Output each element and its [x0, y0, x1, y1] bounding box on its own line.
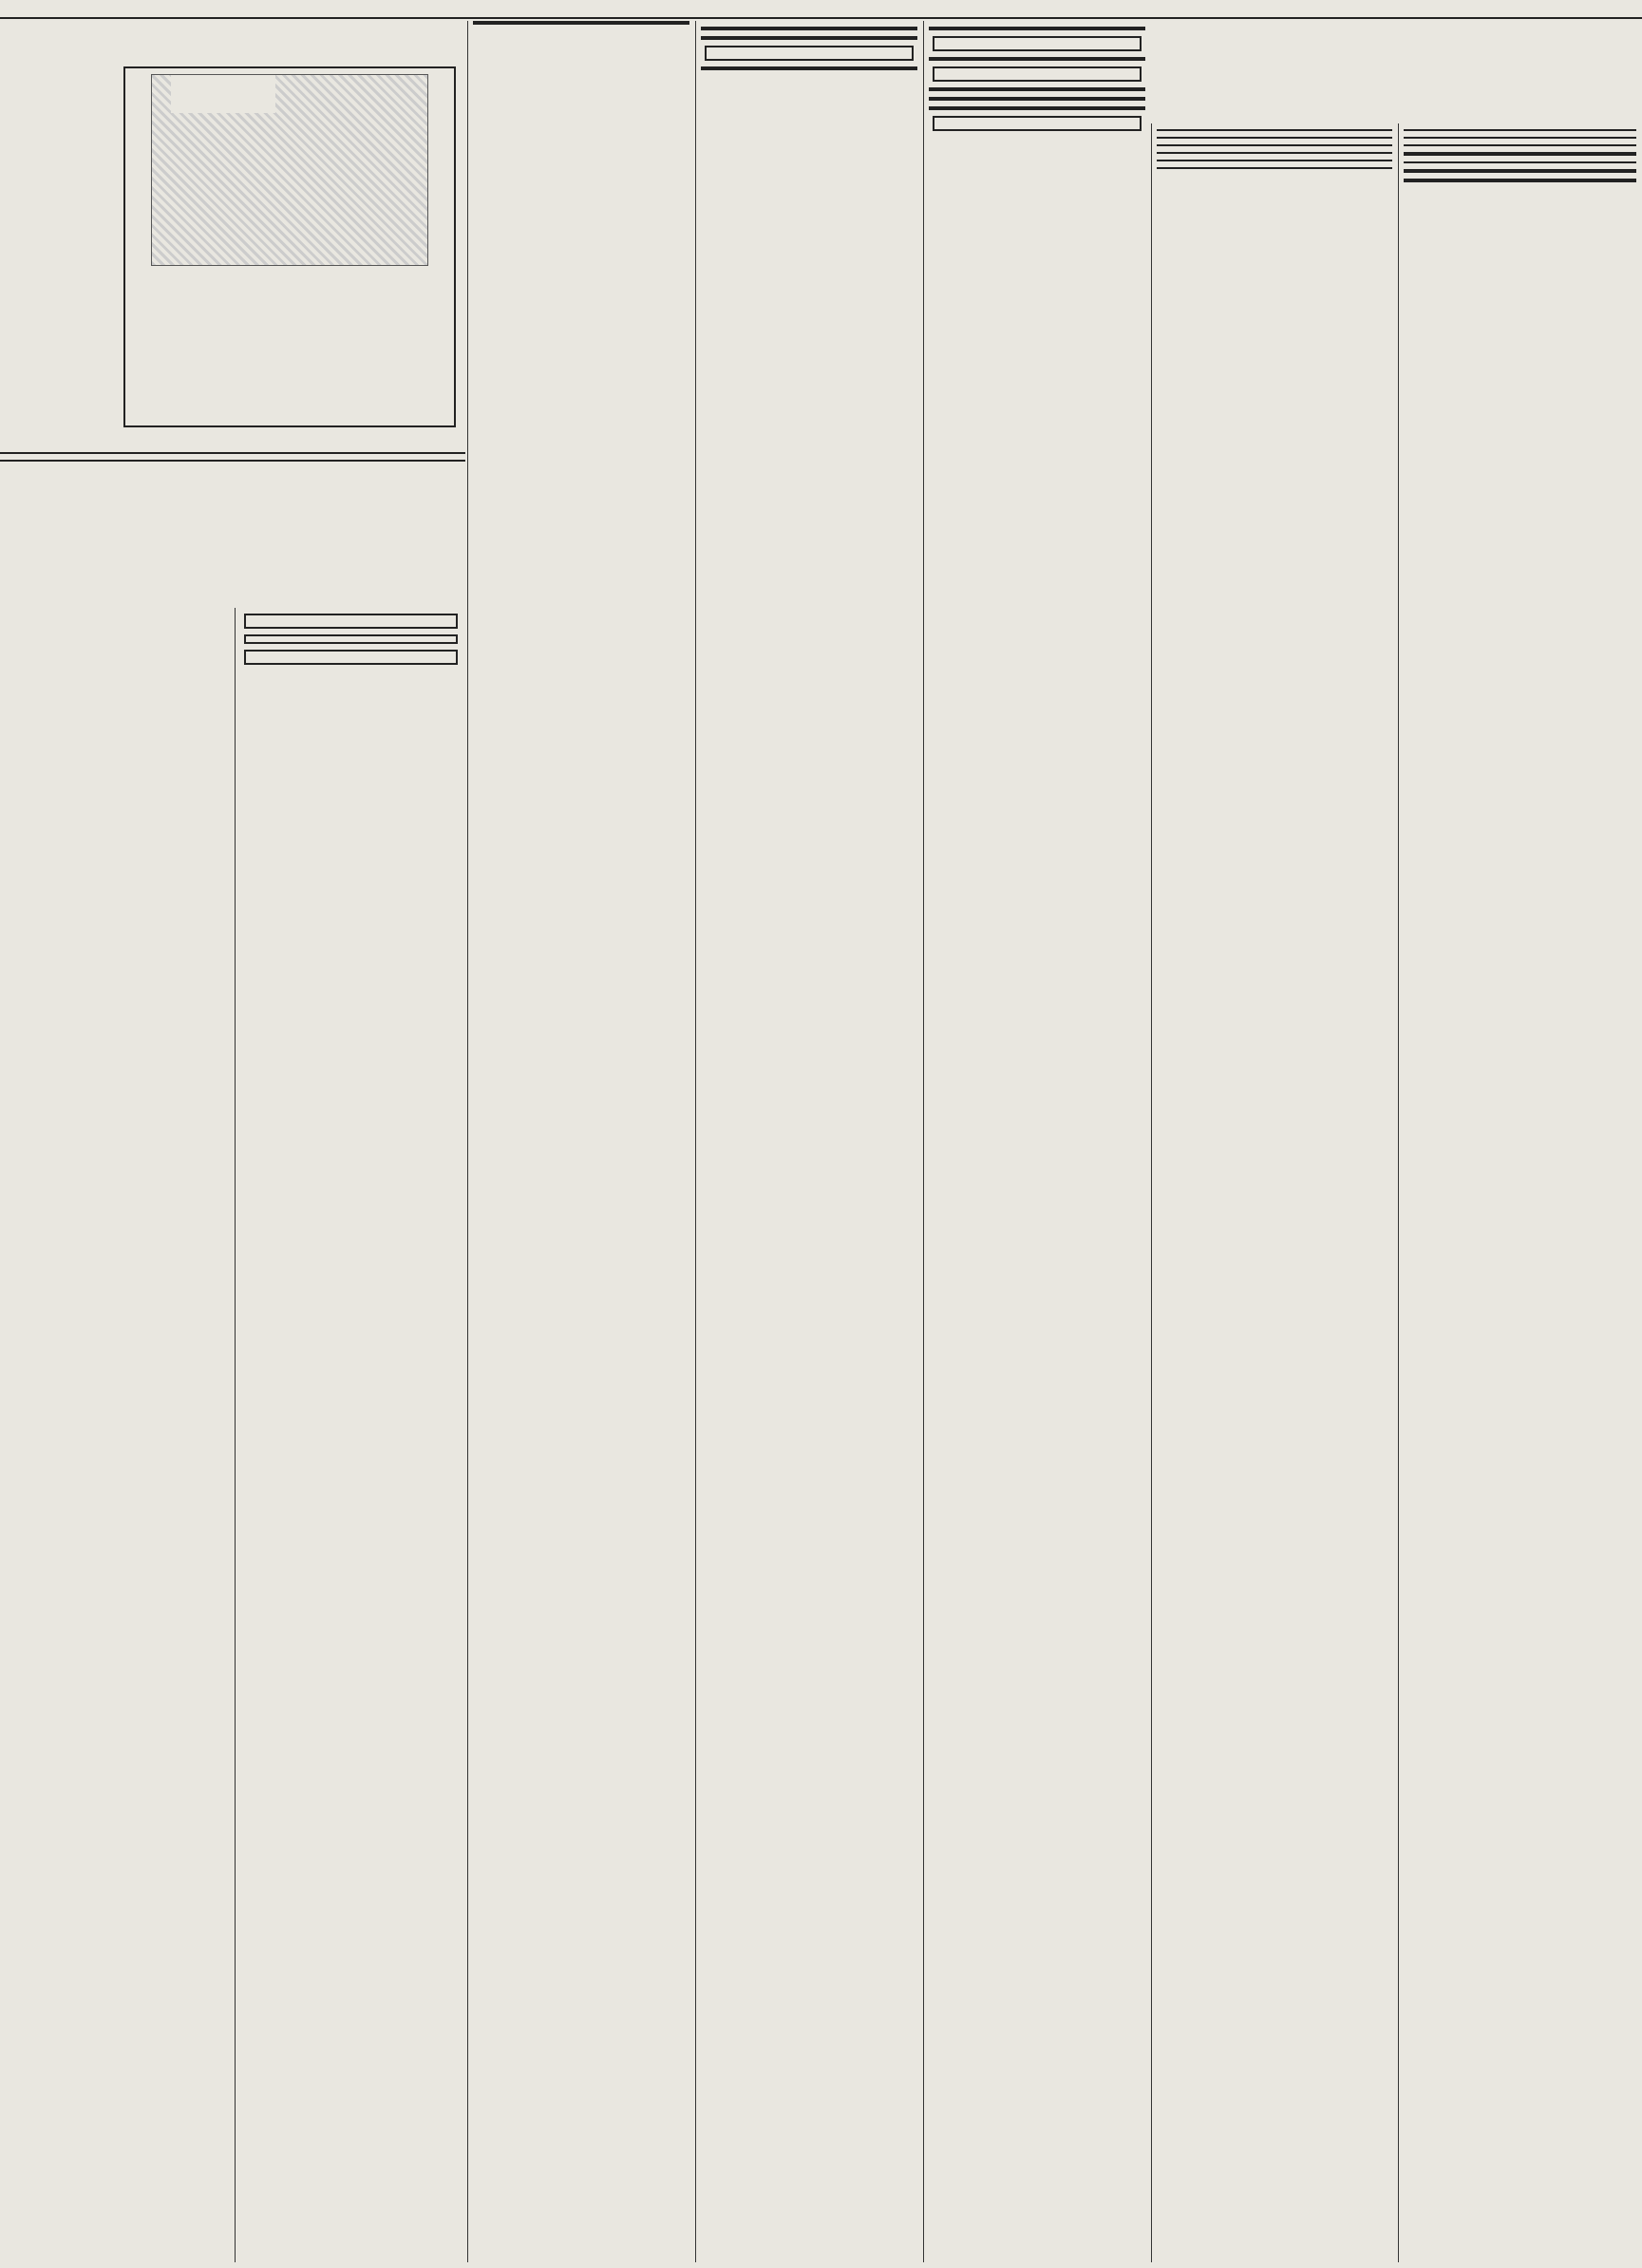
headline [929, 106, 1145, 110]
keating-illustration [151, 74, 428, 266]
seguros-article [0, 446, 465, 467]
headline [1404, 152, 1636, 156]
sport-title [473, 21, 689, 25]
canetas-ad [244, 650, 458, 665]
running-head [0, 0, 1642, 19]
column-5 [1151, 123, 1398, 2262]
loteria-box [244, 634, 458, 644]
seguros-text-right [235, 608, 467, 2262]
headline [1404, 179, 1636, 182]
column-sport [467, 21, 695, 2262]
headline [1157, 144, 1392, 146]
headline [929, 97, 1145, 101]
nunes-ad [933, 36, 1142, 51]
headline [1157, 167, 1392, 169]
headline [1157, 129, 1392, 131]
headline [929, 27, 1145, 30]
column-4 [923, 21, 1151, 2262]
headline [1404, 129, 1636, 131]
headline [701, 66, 917, 70]
ultima-hora-banner [1151, 21, 1642, 27]
headline [1404, 169, 1636, 173]
headline [1157, 160, 1392, 161]
henrique-ad [244, 614, 458, 629]
berlitz-ad [705, 46, 914, 61]
seguros-text-left [0, 608, 235, 2262]
headline [1157, 137, 1392, 139]
bolsa-ad [933, 116, 1142, 131]
keating-ad [123, 66, 456, 427]
headline [1404, 137, 1636, 139]
headline [1404, 161, 1636, 163]
headline [929, 87, 1145, 91]
headline [701, 27, 917, 30]
headline [1404, 144, 1636, 146]
column-6 [1398, 123, 1642, 2262]
headline [1157, 152, 1392, 154]
bayao-ad [933, 66, 1142, 82]
headline [701, 36, 917, 40]
headline [929, 57, 1145, 61]
keating-labels [171, 75, 275, 113]
column-3 [695, 21, 923, 2262]
